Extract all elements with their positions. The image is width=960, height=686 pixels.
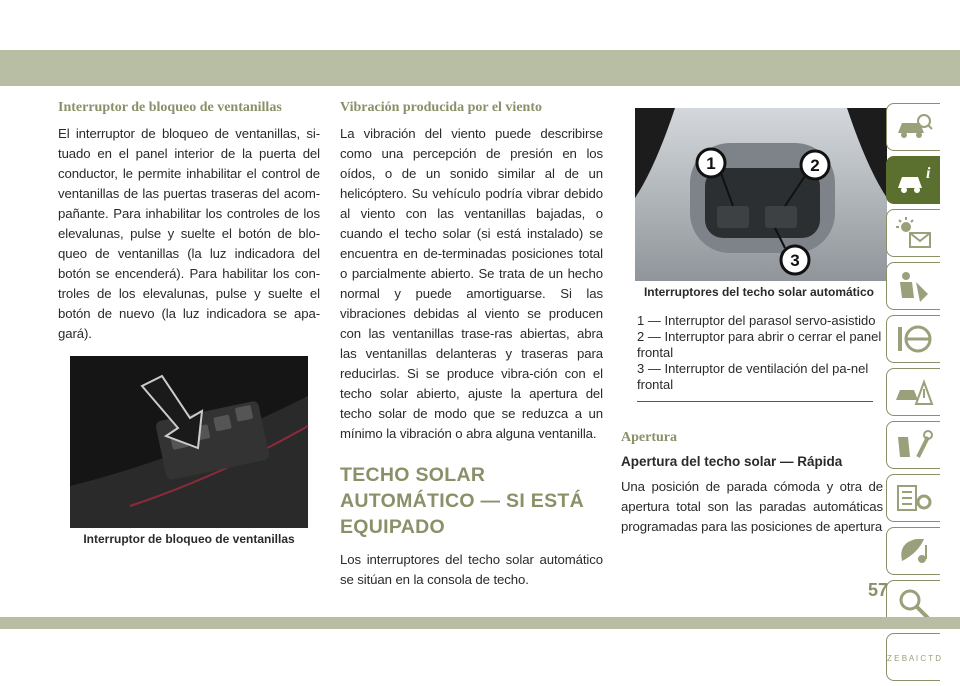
- express-open-text: Una posición de parada cómoda y otra de apertura total son las paradas automáticas programadas para las posiciones de apertura: [621, 479, 883, 534]
- column-sunroof-switches: [621, 108, 883, 537]
- sunroof-intro-text: Los interruptores del techo solar automático se sitúan en la consola de techo.: [340, 552, 603, 587]
- page-number: 57: [868, 580, 889, 600]
- tab-safety[interactable]: [886, 262, 940, 310]
- tab-car-info[interactable]: [886, 156, 940, 204]
- section-heading-wind-buffeting: Vibración producida por el viento: [340, 100, 542, 115]
- top-band: [0, 50, 960, 86]
- section-heading-window-lock: Interruptor de bloqueo de ventanillas: [58, 100, 282, 115]
- car-search-icon: [894, 109, 934, 145]
- window-lock-photo: [70, 356, 308, 528]
- steering-wheel-icon: [894, 321, 934, 357]
- tab-car-search[interactable]: [886, 103, 940, 151]
- photo-label-3: 3: [790, 251, 800, 270]
- sunroof-switches-photo: [635, 108, 887, 281]
- checklist-gear-icon: [894, 480, 934, 516]
- warning-light-message-icon: [894, 215, 934, 251]
- legend-item-1: 1 — Interruptor del parasol servo-asistido: [637, 313, 876, 328]
- car-info-icon: [894, 162, 934, 198]
- tab-warning-lights[interactable]: [886, 209, 940, 257]
- subheading-express-open: Apertura del techo solar — Rápida: [621, 454, 843, 469]
- section-heading-opening: Apertura: [621, 430, 677, 445]
- bottom-band: [0, 617, 960, 629]
- wrench-icon: [894, 427, 934, 463]
- index-letters: Z E B A I C T D: [886, 654, 941, 663]
- section-title-sunroof: TECHO SOLAR AUTOMÁTICO — SI ESTÁ EQUIPADO: [340, 464, 584, 538]
- tab-driving[interactable]: [886, 315, 940, 363]
- photo-label-2: 2: [810, 156, 820, 175]
- sunroof-switches-caption: Interruptores del techo solar automático: [643, 285, 875, 299]
- chapter-tabs: [886, 103, 942, 686]
- photo-label-1: 1: [706, 154, 716, 173]
- window-lock-caption: Interruptor de bloqueo de ventanillas: [83, 532, 295, 546]
- column-window-lock: [58, 100, 320, 546]
- tab-index[interactable]: [886, 633, 940, 681]
- tab-multimedia[interactable]: [886, 527, 940, 575]
- legend-item-2: 2 — Interruptor para abrir o cerrar el panel frontal: [637, 329, 882, 360]
- svg-text:i: i: [925, 165, 930, 182]
- legend-item-3: 3 — Interruptor de ventilación del pa-nel frontal: [637, 361, 869, 392]
- car-warning-triangle-icon: [894, 374, 934, 410]
- music-navigation-icon: [894, 533, 934, 569]
- tab-specifications[interactable]: [886, 474, 940, 522]
- wind-buffeting-text: La vibración del viento puede describirse como una percepción de presión en los oídos, o de un sonido similar al de un helicóptero. Su vehículo podría vibrar debido al viento con las ventanillas bajadas, o cuando el techo solar (si está instalado) se encuentra en de-terminadas posiciones total o parcialmente abierto. Se trata de un hecho normal y puede amortiguarse. Si las vibraciones debidas al viento se producen con las ventanillas trase-ras abiertas, abra las ventanillas delanteras y traseras para reducirlas. Si se produce vibra-ción con el techo solar abierto, ajuste la apertura del techo solar de modo que se reduzca a un mínimo la vibración o abra alguna ventanilla.: [340, 126, 603, 441]
- legend-divider: [637, 401, 873, 402]
- sunroof-switches-legend: [637, 313, 883, 393]
- airbag-person-icon: [894, 268, 934, 304]
- window-lock-text: El interruptor de bloqueo de ventanillas, si-tuado en el panel interior de la puerta del conductor, le permite inhabilitar el control de ventanillas de las puertas traseras del acom-pañante. Para inhabilitar los controles de los elevalunas, pulse y suelte el botón de blo-queo de ventanillas (la luz indicadora del botón se encenderá). Para habilitar los con-troles de los elevalunas, pulse y suelte el botón de nuevo (la luz indicadora se apa-gará).: [58, 126, 320, 341]
- tab-emergency[interactable]: [886, 368, 940, 416]
- column-wind-buffeting: [340, 100, 603, 590]
- index-letters-icon: [886, 639, 941, 675]
- tab-service[interactable]: [886, 421, 940, 469]
